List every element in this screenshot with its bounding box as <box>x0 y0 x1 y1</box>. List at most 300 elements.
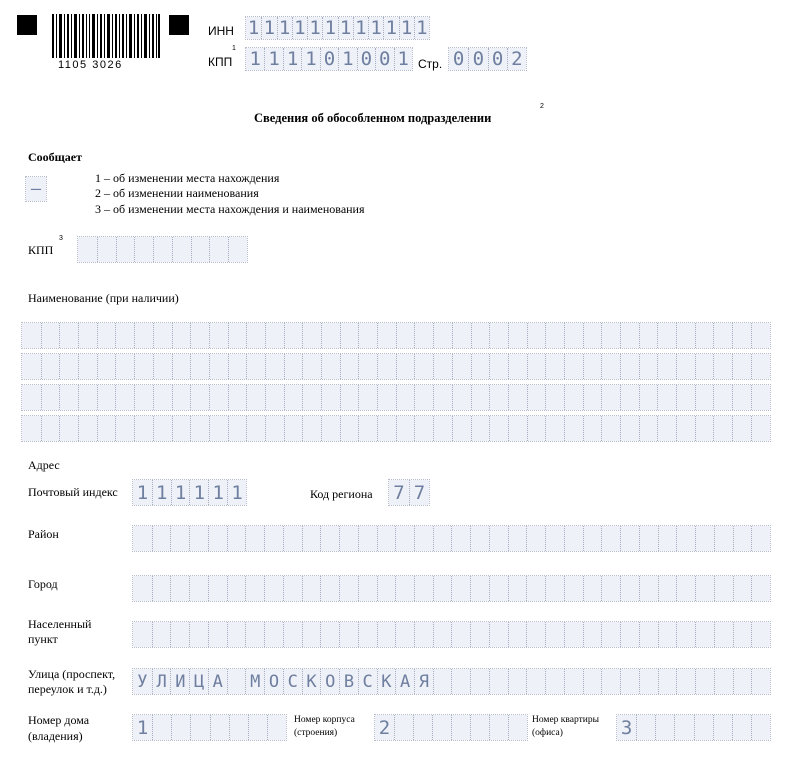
barcode-icon <box>52 14 160 58</box>
field-cell <box>508 576 527 601</box>
field-cell: 2 <box>378 716 391 739</box>
field-cell <box>471 354 490 379</box>
field-cell <box>78 354 97 379</box>
field-cell <box>751 715 770 740</box>
field-cell <box>545 323 564 348</box>
field-cell <box>22 354 41 379</box>
region-code-field[interactable] <box>389 480 429 505</box>
field-cell <box>41 385 60 410</box>
field-cell <box>227 576 246 601</box>
field-cell: 1 <box>283 48 301 70</box>
field-cell <box>451 715 470 740</box>
field-cell: 7 <box>409 480 429 505</box>
field-cell <box>733 669 752 694</box>
field-cell <box>657 416 676 441</box>
building-label-line1: Номер корпуса <box>294 715 355 725</box>
field-cell <box>433 416 452 441</box>
street-field[interactable] <box>133 669 770 694</box>
field-cell: 0 <box>468 48 487 70</box>
field-cell <box>153 416 172 441</box>
field-cell <box>189 622 208 647</box>
field-cell <box>489 622 508 647</box>
field-cell: 2 <box>507 48 526 70</box>
field-cell <box>208 576 227 601</box>
field-cell <box>358 385 377 410</box>
field-cell <box>694 715 713 740</box>
title-superscript: 2 <box>540 103 544 110</box>
kpp-header-field[interactable] <box>246 48 412 70</box>
field-cell: Я <box>414 669 433 694</box>
field-cell <box>527 416 546 441</box>
field-cell <box>564 416 583 441</box>
field-cell <box>564 354 583 379</box>
field-cell <box>115 385 134 410</box>
field-cell <box>208 526 227 551</box>
field-cell <box>228 354 247 379</box>
field-cell: В <box>339 669 358 694</box>
field-cell <box>583 622 602 647</box>
field-cell <box>732 416 751 441</box>
field-cell <box>283 622 302 647</box>
field-cell <box>265 354 284 379</box>
field-cell <box>452 416 471 441</box>
field-cell <box>245 622 264 647</box>
field-cell <box>302 385 321 410</box>
field-cell: 1 <box>301 48 319 70</box>
field-cell <box>209 354 228 379</box>
field-cell <box>489 715 508 740</box>
field-cell <box>639 526 658 551</box>
field-cell <box>116 237 135 262</box>
field-cell <box>527 323 546 348</box>
field-cell <box>172 416 191 441</box>
field-cell <box>452 385 471 410</box>
field-cell <box>713 385 732 410</box>
field-cell <box>620 323 639 348</box>
field-cell: 1 <box>277 17 292 39</box>
field-cell <box>414 416 433 441</box>
field-cell <box>451 669 470 694</box>
field-cell <box>695 323 714 348</box>
kpp-field[interactable] <box>78 237 247 262</box>
field-cell <box>526 622 545 647</box>
field-cell <box>340 354 359 379</box>
field-cell: 0 <box>375 48 393 70</box>
field-cell <box>246 354 265 379</box>
field-cell <box>489 354 508 379</box>
field-cell <box>302 416 321 441</box>
field-cell: 1 <box>208 480 227 505</box>
field-cell <box>340 385 359 410</box>
field-cell <box>377 416 396 441</box>
field-cell <box>751 669 770 694</box>
field-cell <box>59 416 78 441</box>
field-cell: 0 <box>488 48 507 70</box>
field-cell <box>189 576 208 601</box>
field-cell <box>583 354 602 379</box>
field-cell <box>714 526 733 551</box>
field-cell <box>377 354 396 379</box>
field-cell <box>657 323 676 348</box>
field-cell <box>152 526 171 551</box>
city-field[interactable] <box>133 576 770 601</box>
field-cell <box>751 416 770 441</box>
field-cell <box>527 354 546 379</box>
field-cell <box>265 385 284 410</box>
field-cell <box>339 576 358 601</box>
locality-field[interactable] <box>133 622 770 647</box>
building-number-field[interactable] <box>375 715 527 740</box>
field-cell <box>508 526 527 551</box>
city-label: Город <box>28 577 58 591</box>
field-cell <box>413 715 432 740</box>
field-cell <box>695 669 714 694</box>
field-cell <box>732 323 751 348</box>
field-cell <box>358 622 377 647</box>
field-cell <box>583 323 602 348</box>
kpp-superscript: 3 <box>59 235 63 242</box>
field-cell <box>302 622 321 647</box>
postal-index-field[interactable] <box>133 480 246 505</box>
field-cell <box>471 385 490 410</box>
field-cell <box>190 715 209 740</box>
field-cell <box>229 715 248 740</box>
building-label-line2: (строения) <box>294 728 338 738</box>
page-number-field[interactable] <box>449 48 526 70</box>
field-cell <box>172 354 191 379</box>
field-cell <box>695 526 714 551</box>
field-cell <box>601 622 620 647</box>
field-cell: 1 <box>292 17 307 39</box>
field-cell <box>508 669 527 694</box>
field-cell <box>133 622 152 647</box>
field-cell <box>508 622 527 647</box>
field-cell <box>210 715 229 740</box>
field-cell: 1 <box>171 480 190 505</box>
field-cell <box>78 416 97 441</box>
field-cell <box>78 323 97 348</box>
field-cell <box>451 526 470 551</box>
field-cell <box>152 576 171 601</box>
field-cell <box>751 576 770 601</box>
field-cell <box>732 354 751 379</box>
field-cell <box>639 416 658 441</box>
field-cell <box>321 385 340 410</box>
field-cell <box>22 385 41 410</box>
field-cell <box>377 323 396 348</box>
field-cell <box>583 526 602 551</box>
field-cell <box>190 323 209 348</box>
field-cell <box>639 323 658 348</box>
field-cell <box>320 576 339 601</box>
field-cell <box>414 576 433 601</box>
field-cell <box>601 526 620 551</box>
field-cell <box>433 323 452 348</box>
field-cell <box>153 237 172 262</box>
postal-label: Почтовый индекс <box>28 485 118 499</box>
field-cell <box>190 385 209 410</box>
field-cell <box>395 526 414 551</box>
field-cell <box>674 715 693 740</box>
field-cell <box>583 576 602 601</box>
house-number-field[interactable] <box>133 715 286 740</box>
kpp-header-label: КПП <box>208 55 233 69</box>
field-cell <box>394 715 413 740</box>
field-cell: У <box>137 671 148 692</box>
field-cell <box>320 622 339 647</box>
field-cell <box>339 526 358 551</box>
field-cell <box>153 385 172 410</box>
field-cell <box>583 669 602 694</box>
field-cell <box>714 669 733 694</box>
field-cell <box>695 354 714 379</box>
field-cell: Л <box>152 669 171 694</box>
field-cell <box>358 323 377 348</box>
field-cell <box>152 715 171 740</box>
field-cell: С <box>283 669 302 694</box>
house-label-line1: Номер дома <box>28 713 90 727</box>
name-row-2[interactable] <box>22 354 770 379</box>
field-cell: 1 <box>227 480 246 505</box>
field-cell <box>172 323 191 348</box>
field-cell <box>302 576 321 601</box>
field-cell <box>489 323 508 348</box>
field-cell: И <box>170 669 189 694</box>
field-cell <box>97 385 116 410</box>
field-cell <box>620 526 639 551</box>
field-cell <box>545 526 564 551</box>
field-cell <box>191 237 210 262</box>
field-cell <box>470 669 489 694</box>
field-cell <box>751 622 770 647</box>
field-cell: 7 <box>393 481 405 504</box>
field-cell <box>526 526 545 551</box>
field-cell <box>395 622 414 647</box>
field-cell <box>451 622 470 647</box>
field-cell <box>657 385 676 410</box>
field-cell <box>452 323 471 348</box>
field-cell: – <box>30 179 42 199</box>
field-cell <box>97 237 116 262</box>
field-cell <box>470 526 489 551</box>
field-cell <box>433 385 452 410</box>
field-cell <box>489 669 508 694</box>
field-cell <box>713 323 732 348</box>
field-cell <box>41 323 60 348</box>
field-cell <box>526 669 545 694</box>
field-cell <box>564 323 583 348</box>
name-row-4[interactable] <box>22 416 770 441</box>
field-cell <box>526 576 545 601</box>
field-cell <box>655 715 674 740</box>
apartment-number-field[interactable] <box>617 715 770 740</box>
field-cell <box>228 323 247 348</box>
field-cell <box>695 622 714 647</box>
field-cell <box>134 354 153 379</box>
field-cell <box>676 526 695 551</box>
locality-label-line1: Населенный <box>28 617 92 631</box>
field-cell: 3 <box>620 716 633 739</box>
field-cell <box>601 354 620 379</box>
field-cell: Ц <box>189 669 208 694</box>
field-cell <box>639 385 658 410</box>
field-cell <box>228 237 247 262</box>
field-cell <box>508 416 527 441</box>
field-cell: 1 <box>307 17 322 39</box>
field-cell <box>470 715 489 740</box>
field-cell <box>358 416 377 441</box>
field-cell <box>620 576 639 601</box>
field-cell: 1 <box>247 17 260 39</box>
field-cell <box>170 526 189 551</box>
field-cell <box>508 354 527 379</box>
field-cell <box>564 669 583 694</box>
field-cell: 1 <box>189 480 208 505</box>
field-cell <box>489 576 508 601</box>
house-label-line2: (владения) <box>28 729 83 743</box>
field-cell <box>433 576 452 601</box>
field-cell <box>713 715 732 740</box>
field-cell <box>284 323 303 348</box>
field-cell <box>601 323 620 348</box>
region-label: Код региона <box>310 487 373 501</box>
field-cell <box>452 354 471 379</box>
field-cell <box>248 715 267 740</box>
name-row-1[interactable] <box>22 323 770 348</box>
field-cell <box>433 669 452 694</box>
field-cell <box>340 416 359 441</box>
field-cell <box>564 526 583 551</box>
field-cell <box>153 354 172 379</box>
field-cell <box>133 576 152 601</box>
field-cell: 1 <box>338 17 353 39</box>
inn-field[interactable] <box>246 17 429 39</box>
field-cell <box>321 323 340 348</box>
field-cell <box>751 354 770 379</box>
district-field[interactable] <box>133 526 770 551</box>
field-cell <box>396 385 415 410</box>
field-cell <box>264 526 283 551</box>
field-cell <box>751 323 770 348</box>
field-cell <box>658 622 677 647</box>
field-cell <box>170 622 189 647</box>
field-cell: 1 <box>394 48 412 70</box>
field-cell <box>620 669 639 694</box>
field-cell: 1 <box>322 17 337 39</box>
field-cell <box>321 416 340 441</box>
field-cell <box>283 526 302 551</box>
field-cell <box>265 416 284 441</box>
field-cell <box>320 526 339 551</box>
field-cell <box>713 354 732 379</box>
field-cell: 0 <box>320 48 338 70</box>
field-cell <box>172 385 191 410</box>
field-cell <box>564 576 583 601</box>
field-cell <box>508 715 527 740</box>
page-title: Сведения об обособленном подразделении <box>254 111 492 125</box>
field-cell <box>564 385 583 410</box>
field-cell <box>639 669 658 694</box>
field-cell <box>714 622 733 647</box>
field-cell <box>657 354 676 379</box>
field-cell <box>414 354 433 379</box>
field-cell <box>153 323 172 348</box>
kpp-header-superscript: 1 <box>232 45 236 52</box>
field-cell: К <box>302 669 321 694</box>
field-cell <box>527 385 546 410</box>
field-cell <box>733 622 752 647</box>
field-cell <box>284 385 303 410</box>
field-cell <box>676 416 695 441</box>
field-cell: 1 <box>399 17 414 39</box>
field-cell <box>209 323 228 348</box>
field-cell <box>620 416 639 441</box>
field-cell <box>377 576 396 601</box>
field-cell <box>545 385 564 410</box>
field-cell <box>714 576 733 601</box>
field-cell <box>264 576 283 601</box>
field-cell: 1 <box>353 17 368 39</box>
corner-marker-left <box>17 15 37 35</box>
field-cell <box>639 622 658 647</box>
field-cell <box>713 416 732 441</box>
field-cell: С <box>358 669 377 694</box>
field-cell: А <box>208 669 227 694</box>
field-cell <box>414 622 433 647</box>
apartment-label-line1: Номер квартиры <box>532 715 599 725</box>
field-cell <box>190 354 209 379</box>
name-row-3[interactable] <box>22 385 770 410</box>
field-cell <box>471 323 490 348</box>
field-cell <box>676 385 695 410</box>
field-cell <box>245 526 264 551</box>
barcode-number: 1105 3026 <box>58 59 123 71</box>
field-cell <box>284 416 303 441</box>
field-cell <box>432 715 451 740</box>
reports-code-field[interactable] <box>26 177 46 201</box>
field-cell: О <box>320 669 339 694</box>
field-cell <box>545 416 564 441</box>
field-cell <box>583 385 602 410</box>
field-cell <box>171 715 190 740</box>
field-cell <box>97 354 116 379</box>
field-cell <box>601 669 620 694</box>
field-cell <box>639 354 658 379</box>
field-cell <box>470 576 489 601</box>
field-cell <box>245 576 264 601</box>
field-cell: 0 <box>452 48 465 70</box>
field-cell: 1 <box>136 716 149 739</box>
field-cell <box>545 576 564 601</box>
field-cell <box>377 526 396 551</box>
field-cell <box>189 526 208 551</box>
field-cell <box>489 526 508 551</box>
field-cell <box>732 715 751 740</box>
field-cell <box>152 622 171 647</box>
field-cell <box>732 385 751 410</box>
street-label-line2: переулок и т.д.) <box>28 682 107 696</box>
field-cell <box>267 715 286 740</box>
field-cell <box>321 354 340 379</box>
field-cell <box>228 385 247 410</box>
field-cell <box>470 622 489 647</box>
field-cell: 1 <box>414 17 429 39</box>
reports-option-3: 3 – об изменении места нахождения и наименования <box>95 202 365 216</box>
field-cell <box>209 237 228 262</box>
field-cell: 1 <box>383 17 398 39</box>
field-cell <box>695 576 714 601</box>
field-cell <box>489 385 508 410</box>
